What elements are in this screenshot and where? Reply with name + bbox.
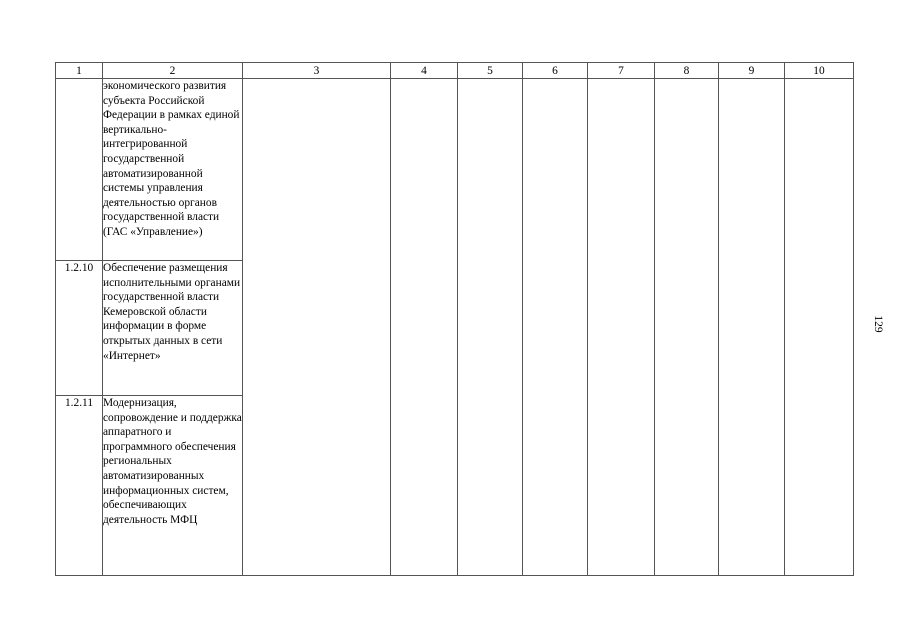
empty-cell-col4	[391, 79, 458, 576]
row-text: Модернизация, сопровождение и поддержка аппаратного и программного обеспечения региональных автоматизированных информационных систем, обеспечивающих деятельность МФЦ	[103, 396, 243, 576]
table-row	[56, 79, 854, 261]
row-number: 1.2.10	[56, 261, 103, 396]
column-header-1: 1	[56, 63, 103, 79]
column-header-4: 4	[391, 63, 458, 79]
column-header-3: 3	[243, 63, 391, 79]
row-text: Обеспечение размещения исполнительными органами государственной власти Кемеровской области информации в форме открытых данных в сети «Интернет»	[103, 261, 243, 396]
empty-cell-col3	[243, 79, 391, 576]
empty-cell-col8	[655, 79, 719, 576]
row-text: экономического развития субъекта Российской Федерации в рамках единой вертикально-интегрированной государственной автоматизированной системы управления деятельностью органов государственной власти (ГАС «Управление»)	[103, 79, 243, 261]
column-header-7: 7	[588, 63, 655, 79]
empty-cell-col10	[785, 79, 854, 576]
column-header-6: 6	[523, 63, 588, 79]
empty-cell-col9	[719, 79, 785, 576]
empty-cell-col5	[458, 79, 523, 576]
page-number: 129	[872, 315, 884, 333]
data-table	[55, 62, 854, 576]
column-header-9: 9	[719, 63, 785, 79]
empty-cell-col6	[523, 79, 588, 576]
empty-cell-col7	[588, 79, 655, 576]
column-header-10: 10	[785, 63, 854, 79]
row-number	[56, 79, 103, 261]
header-row	[56, 63, 854, 79]
column-header-5: 5	[458, 63, 523, 79]
column-header-2: 2	[103, 63, 243, 79]
column-header-8: 8	[655, 63, 719, 79]
row-number: 1.2.11	[56, 396, 103, 576]
